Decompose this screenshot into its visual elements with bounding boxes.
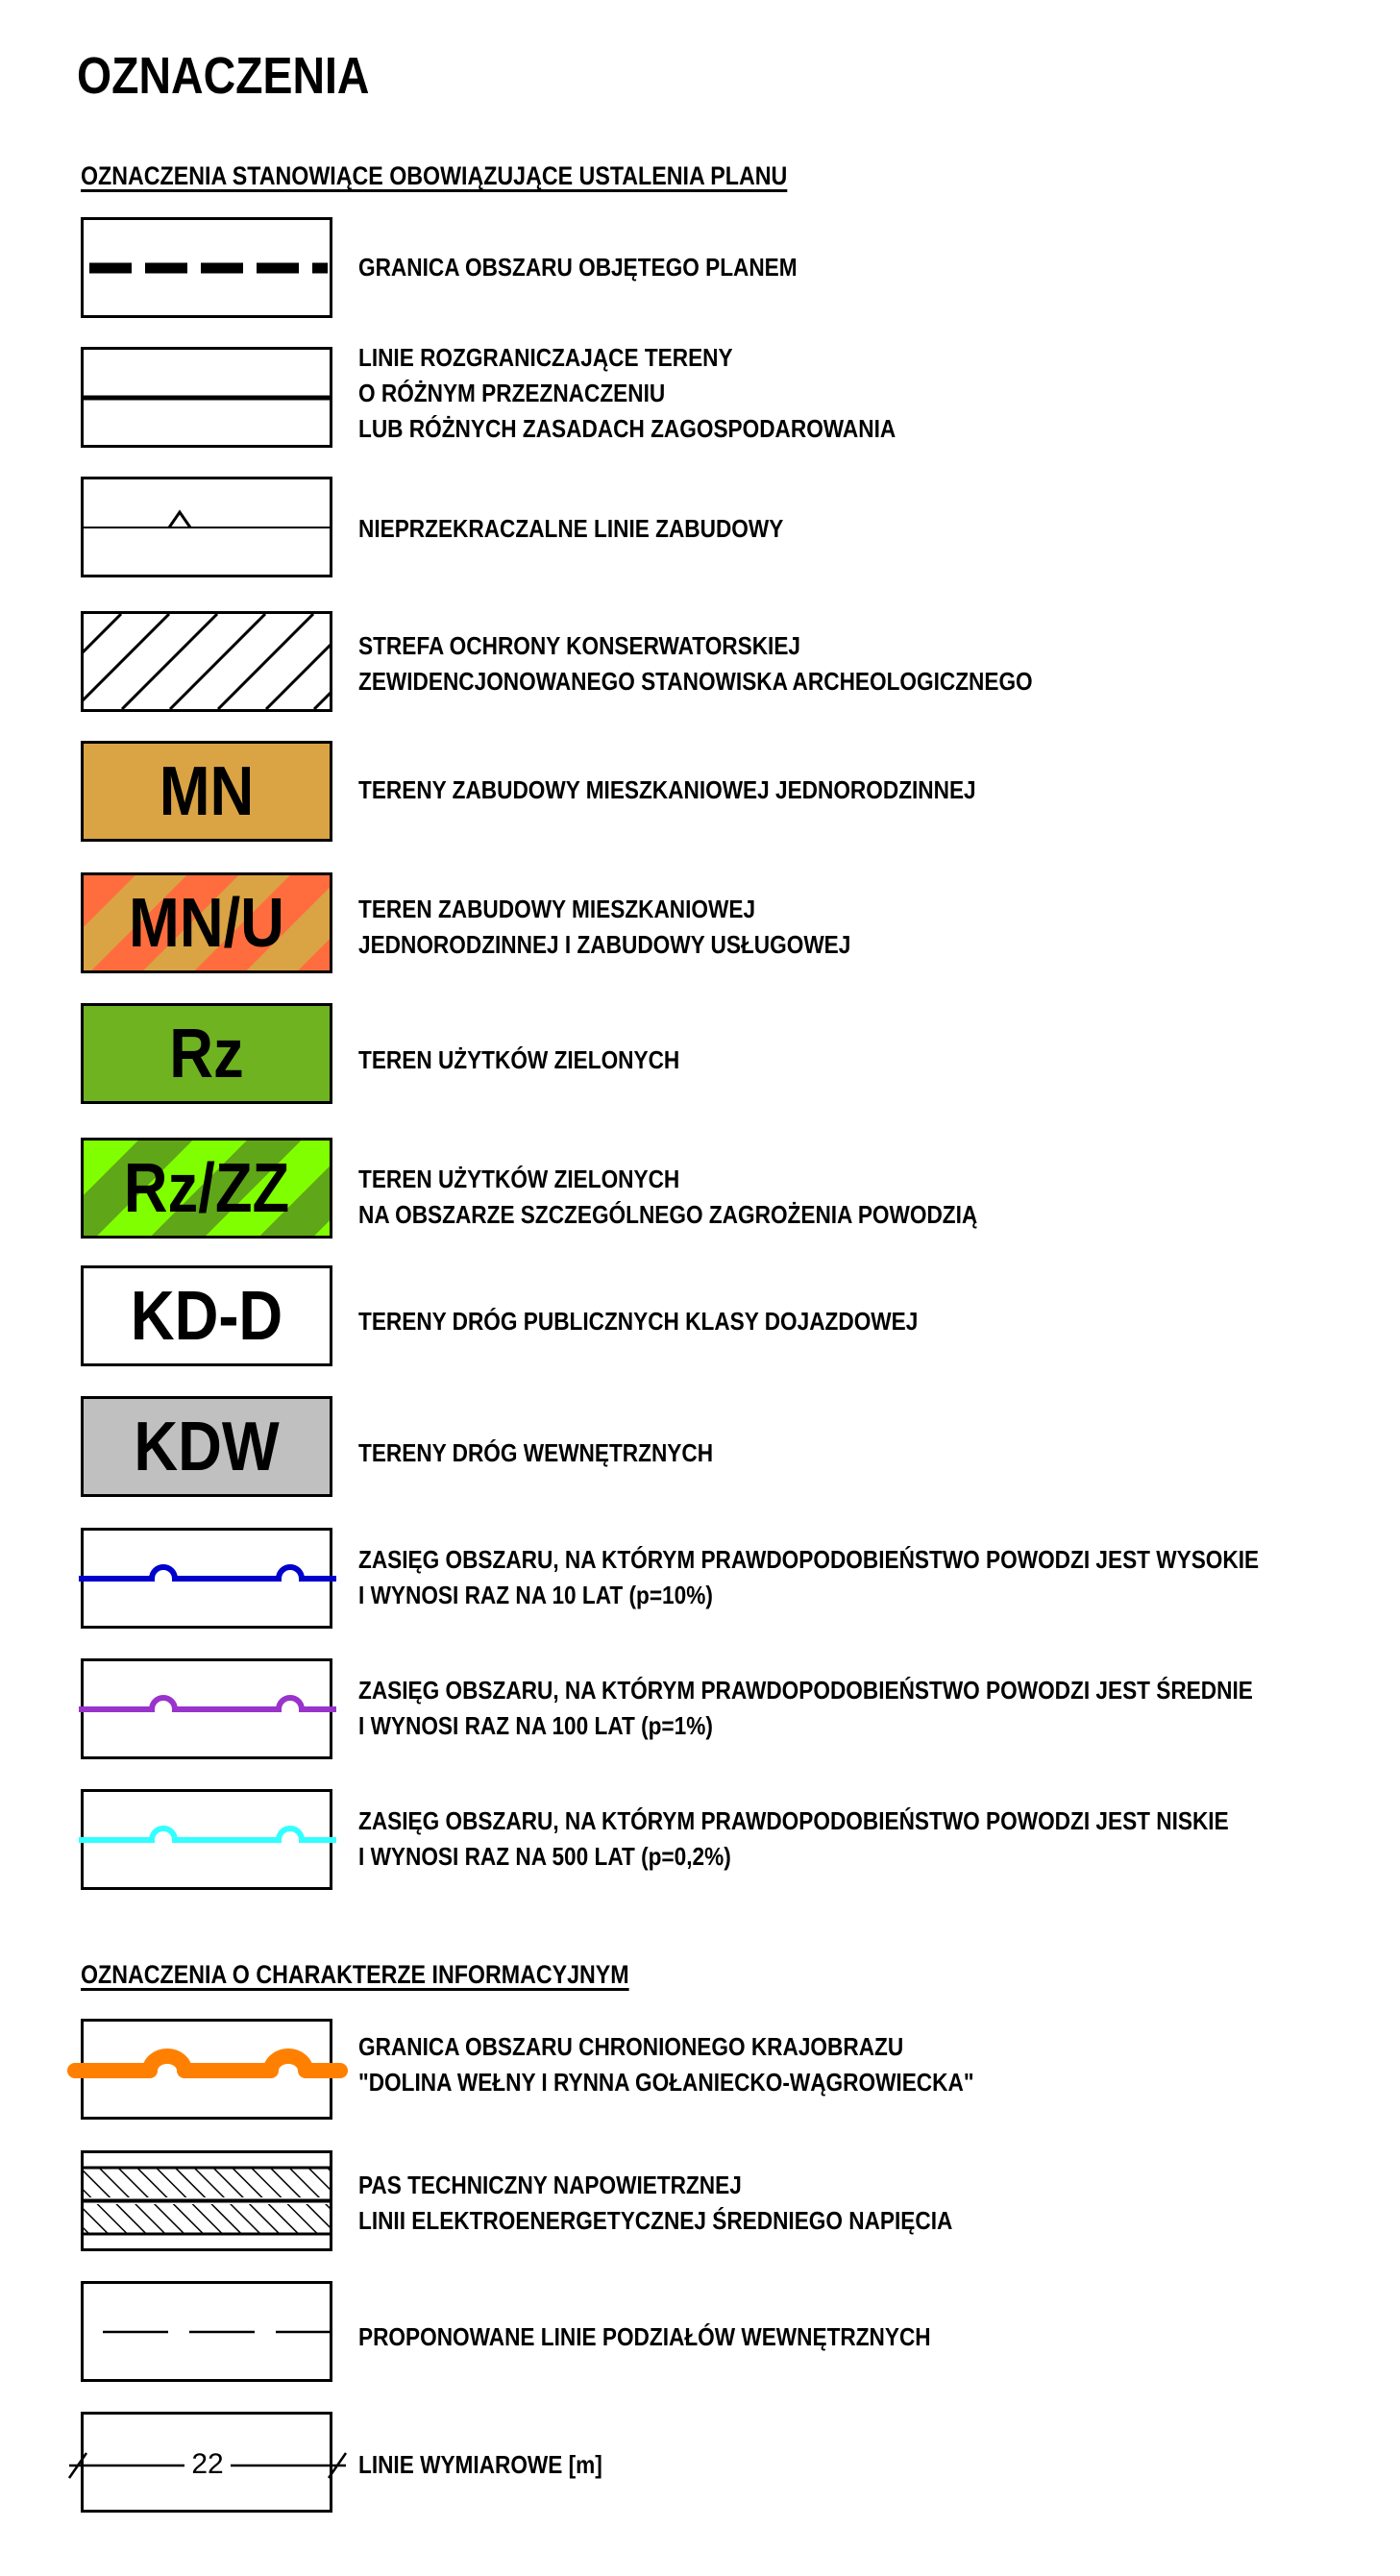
symbol-power-line-corridor [81, 2150, 332, 2251]
section-heading-info: OZNACZENIA O CHARAKTERZE INFORMACYJNYM [81, 1960, 629, 1989]
flood-line-blue-icon [79, 1528, 336, 1629]
legend-line: ZASIĘG OBSZARU, NA KTÓRYM PRAWDOPODOBIEŃSTWO POWODZI JEST WYSOKIE [358, 1545, 1260, 1574]
legend-line: I WYNOSI RAZ NA 500 LAT (p=0,2%) [358, 1842, 731, 1871]
symbol-code: MN [159, 752, 255, 830]
symbol-proposed-division-lines [81, 2281, 332, 2382]
flood-line-purple-icon [79, 1658, 336, 1759]
legend-text-flood-high [358, 1542, 1259, 1613]
legend-text-rz [358, 1043, 679, 1078]
symbol-code: MN/U [129, 884, 284, 962]
symbol-code: KDW [134, 1408, 280, 1485]
legend-text-plan-boundary [358, 250, 798, 285]
building-line-icon [84, 479, 330, 575]
symbol-code: KD-D [130, 1277, 283, 1355]
landscape-border-orange-icon [67, 2019, 348, 2120]
legend-line: STREFA OCHRONY KONSERWATORSKIEJ [358, 631, 801, 660]
legend-line: GRANICA OBSZARU CHRONIONEGO KRAJOBRAZU [358, 2032, 904, 2061]
legend-line: TEREN UŻYTKÓW ZIELONYCH [358, 1165, 680, 1193]
legend-text-flood-medium [358, 1673, 1253, 1744]
legend-line: NA OBSZARZE SZCZEGÓLNEGO ZAGROŻENIA POWODZIĄ [358, 1200, 978, 1229]
legend-line: TEREN UŻYTKÓW ZIELONYCH [358, 1045, 680, 1074]
symbol-rz-zz [81, 1138, 332, 1239]
symbol-mn [81, 741, 332, 842]
legend-text-kd-d [358, 1304, 918, 1339]
legend-line: ZASIĘG OBSZARU, NA KTÓRYM PRAWDOPODOBIEŃSTWO POWODZI JEST ŚREDNIE [358, 1676, 1253, 1705]
legend-line: LUB RÓŻNYCH ZASADACH ZAGOSPODAROWANIA [358, 414, 896, 443]
legend-line: GRANICA OBSZARU OBJĘTEGO PLANEM [358, 253, 798, 282]
symbol-conservation-zone [81, 611, 332, 712]
legend-text-power-line-corridor [358, 2168, 952, 2239]
legend-text-rz-zz [358, 1162, 977, 1233]
solid-line-icon [84, 350, 330, 445]
legend-line: NIEPRZEKRACZALNE LINIE ZABUDOWY [358, 514, 784, 543]
legend-line: ZEWIDENCJONOWANEGO STANOWISKA ARCHEOLOGICZNEGO [358, 667, 1033, 696]
legend-line: "DOLINA WEŁNY I RYNNA GOŁANIECKO-WĄGROWIECKA" [358, 2068, 974, 2097]
symbol-building-lines [81, 477, 332, 577]
legend-line: LINII ELEKTROENERGETYCZNEJ ŚREDNIEGO NAPIĘCIA [358, 2206, 953, 2235]
dashed-thick-line-icon [84, 220, 330, 315]
hatch-pattern-icon [84, 614, 330, 709]
symbol-plan-boundary [81, 217, 332, 318]
section-heading-binding: OZNACZENIA STANOWIĄCE OBOWIĄZUJĄCE USTALENIA PLANU [81, 161, 788, 190]
legend-line: PAS TECHNICZNY NAPOWIETRZNEJ [358, 2171, 742, 2199]
legend-line: LINIE WYMIAROWE [m] [358, 2450, 602, 2479]
legend-line: ZASIĘG OBSZARU, NA KTÓRYM PRAWDOPODOBIEŃSTWO POWODZI JEST NISKIE [358, 1806, 1229, 1835]
symbol-mn-u [81, 872, 332, 973]
symbol-kdw [81, 1396, 332, 1497]
legend-text-mn [358, 773, 976, 808]
legend-line: JEDNORODZINNEJ I ZABUDOWY USŁUGOWEJ [358, 930, 851, 959]
legend-text-mn-u [358, 892, 850, 963]
legend-line: TERENY DRÓG PUBLICZNYCH KLASY DOJAZDOWEJ [358, 1307, 919, 1336]
legend-text-demarcation-lines [358, 340, 896, 447]
legend-text-conservation-zone [358, 628, 1033, 699]
legend-line: TERENY DRÓG WEWNĘTRZNYCH [358, 1438, 714, 1467]
legend-text-building-lines [358, 511, 783, 547]
legend-text-proposed-division-lines [358, 2319, 931, 2355]
legend-line: I WYNOSI RAZ NA 100 LAT (p=1%) [358, 1711, 713, 1740]
legend-text-protected-landscape [358, 2029, 974, 2100]
legend-line: I WYNOSI RAZ NA 10 LAT (p=10%) [358, 1581, 713, 1609]
symbol-demarcation-lines [81, 347, 332, 448]
legend-text-kdw [358, 1435, 713, 1471]
power-line-hatch-icon [84, 2153, 330, 2248]
legend-line: TERENY ZABUDOWY MIESZKANIOWEJ JEDNORODZINNEJ [358, 775, 976, 804]
legend-line: LINIE ROZGRANICZAJĄCE TERENY [358, 343, 733, 372]
legend-line: O RÓŻNYM PRZEZNACZENIU [358, 379, 666, 407]
dashed-thin-line-icon [84, 2284, 330, 2379]
symbol-code: Rz [169, 1015, 244, 1092]
symbol-kd-d [81, 1265, 332, 1366]
legend-line: PROPONOWANE LINIE PODZIAŁÓW WEWNĘTRZNYCH [358, 2322, 931, 2351]
dimension-value: 22 [184, 2448, 231, 2481]
page-title: OZNACZENIA [77, 47, 370, 105]
legend-text-dimension-lines [358, 2447, 602, 2483]
symbol-code: Rz/ZZ [123, 1149, 290, 1227]
legend-line: TEREN ZABUDOWY MIESZKANIOWEJ [358, 895, 756, 923]
flood-line-cyan-icon [79, 1789, 336, 1890]
legend-text-flood-low [358, 1803, 1229, 1875]
symbol-rz [81, 1003, 332, 1104]
